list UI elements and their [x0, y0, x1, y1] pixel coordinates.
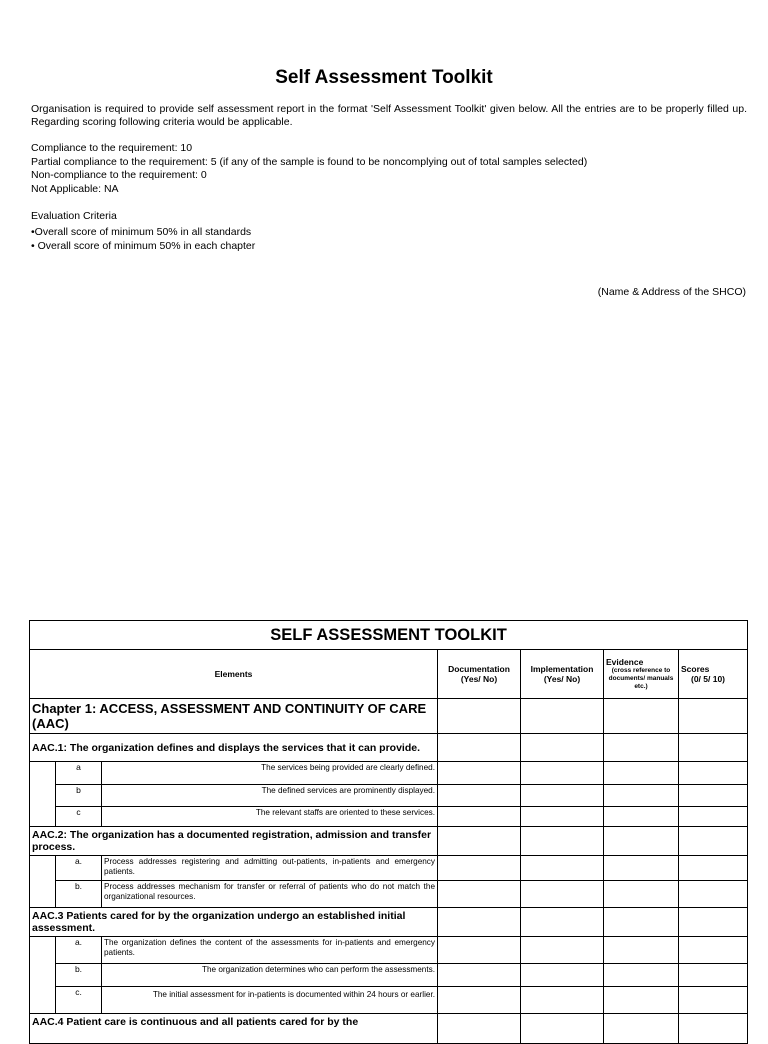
doc-cell[interactable]: [438, 699, 521, 734]
score-cell[interactable]: [679, 937, 748, 964]
page-title: Self Assessment Toolkit: [275, 67, 493, 88]
score-cell[interactable]: [679, 699, 748, 734]
score-cell[interactable]: [679, 785, 748, 807]
score-cell[interactable]: [679, 827, 748, 856]
score-cell[interactable]: [679, 881, 748, 908]
impl-cell[interactable]: [521, 964, 604, 987]
impl-cell[interactable]: [521, 807, 604, 827]
standard-row: AAC.1: The organization defines and displays the services that it can provide.: [30, 734, 438, 762]
header-elements: Elements: [30, 650, 438, 699]
score-cell[interactable]: [679, 964, 748, 987]
doc-cell[interactable]: [438, 987, 521, 1014]
doc-cell[interactable]: [438, 1014, 521, 1044]
doc-cell[interactable]: [438, 964, 521, 987]
score-cell[interactable]: [679, 762, 748, 785]
intro-paragraph: Organisation is required to provide self assessment report in the format 'Self Assessment Toolkit' given below. All the entries are to be properly filled up. Regarding scoring following criteria would be applicable.: [31, 103, 747, 128]
impl-cell[interactable]: [521, 908, 604, 937]
score-cell[interactable]: [679, 734, 748, 762]
indent-cell: [30, 856, 56, 908]
impl-cell[interactable]: [521, 699, 604, 734]
doc-cell[interactable]: [438, 937, 521, 964]
element-letter: c: [56, 807, 102, 827]
element-letter: a.: [56, 856, 102, 881]
doc-cell[interactable]: [438, 785, 521, 807]
header-evidence: [604, 650, 679, 699]
evaluation-criteria: [31, 210, 255, 254]
element-text: The defined services are prominently displayed.: [102, 785, 438, 807]
doc-cell[interactable]: [438, 881, 521, 908]
element-text: The relevant staffs are oriented to these services.: [102, 807, 438, 827]
standard-row: AAC.2: The organization has a documented registration, admission and transfer process.: [30, 827, 438, 856]
element-text: Process addresses registering and admitting out-patients, in-patients and emergency patients.: [102, 856, 438, 881]
element-letter: b.: [56, 964, 102, 987]
evaluation-item: •Overall score of minimum 50% in all standards: [31, 225, 252, 238]
element-text: The organization defines the content of the assessments for in-patients and emergency patients.: [102, 937, 438, 964]
doc-cell[interactable]: [438, 734, 521, 762]
header-implementation: Implementation (Yes/ No): [521, 650, 604, 699]
element-letter: b: [56, 785, 102, 807]
score-cell[interactable]: [679, 987, 748, 1014]
table-title: SELF ASSESSMENT TOOLKIT: [30, 621, 748, 650]
header-evidence-label: Evidence: [606, 657, 644, 667]
impl-cell[interactable]: [521, 785, 604, 807]
indent-cell: [30, 937, 56, 1014]
doc-cell[interactable]: [438, 856, 521, 881]
element-text: Process addresses mechanism for transfer or referral of patients who do not match the organizational resources.: [102, 881, 438, 908]
evidence-cell[interactable]: [604, 785, 679, 807]
criteria-line: Not Applicable: NA: [31, 182, 119, 195]
self-assessment-table: [29, 620, 748, 1044]
impl-cell[interactable]: [521, 827, 604, 856]
evaluation-item: • Overall score of minimum 50% in each chapter: [31, 240, 256, 252]
element-text: The initial assessment for in-patients is documented within 24 hours or earlier.: [102, 987, 438, 1014]
evaluation-heading: Evaluation Criteria: [31, 210, 117, 222]
doc-cell[interactable]: [438, 807, 521, 827]
impl-cell[interactable]: [521, 987, 604, 1014]
impl-cell[interactable]: [521, 734, 604, 762]
evidence-cell[interactable]: [604, 1014, 679, 1044]
element-text: The services being provided are clearly defined.: [102, 762, 438, 785]
header-documentation: Documentation (Yes/ No): [438, 650, 521, 699]
score-cell[interactable]: [679, 908, 748, 937]
element-letter: a.: [56, 937, 102, 964]
impl-cell[interactable]: [521, 1014, 604, 1044]
evidence-cell[interactable]: [604, 987, 679, 1014]
chapter-heading: Chapter 1: ACCESS, ASSESSMENT AND CONTINUITY OF CARE (AAC): [30, 699, 438, 734]
evidence-cell[interactable]: [604, 827, 679, 856]
criteria-line: Non-compliance to the requirement: 0: [31, 169, 207, 181]
standard-row: AAC.4 Patient care is continuous and all patients cared for by the: [30, 1014, 438, 1044]
impl-cell[interactable]: [521, 937, 604, 964]
impl-cell[interactable]: [521, 856, 604, 881]
scoring-criteria-list: [31, 142, 587, 196]
criteria-line: Partial compliance to the requirement: 5 (if any of the sample is found to be noncomplying out of total samples selected): [31, 155, 588, 168]
criteria-line: Compliance to the requirement: 10: [31, 142, 193, 154]
impl-cell[interactable]: [521, 881, 604, 908]
evidence-cell[interactable]: [604, 881, 679, 908]
evidence-cell[interactable]: [604, 807, 679, 827]
element-letter: a: [56, 762, 102, 785]
element-text: The organization determines who can perform the assessments.: [102, 964, 438, 987]
evidence-cell[interactable]: [604, 964, 679, 987]
evidence-cell[interactable]: [604, 908, 679, 937]
header-scores: [679, 650, 748, 699]
score-cell[interactable]: [679, 1014, 748, 1044]
doc-cell[interactable]: [438, 762, 521, 785]
header-scores-note: (0/ 5/ 10): [691, 674, 726, 684]
evidence-cell[interactable]: [604, 762, 679, 785]
score-cell[interactable]: [679, 807, 748, 827]
score-cell[interactable]: [679, 856, 748, 881]
evidence-cell[interactable]: [604, 734, 679, 762]
standard-row: AAC.3 Patients cared for by the organization undergo an established initial assessment.: [30, 908, 438, 937]
element-letter: c.: [56, 987, 102, 1014]
indent-cell: [30, 762, 56, 827]
doc-cell[interactable]: [438, 827, 521, 856]
shco-name-address: (Name & Address of the SHCO): [597, 286, 746, 298]
evidence-cell[interactable]: [604, 856, 679, 881]
evidence-cell[interactable]: [604, 699, 679, 734]
impl-cell[interactable]: [521, 762, 604, 785]
evidence-cell[interactable]: [604, 937, 679, 964]
header-evidence-note: (cross reference to documents/ manuals etc.): [608, 667, 674, 690]
doc-cell[interactable]: [438, 908, 521, 937]
element-letter: b.: [56, 881, 102, 908]
header-scores-label: Scores: [681, 664, 710, 674]
